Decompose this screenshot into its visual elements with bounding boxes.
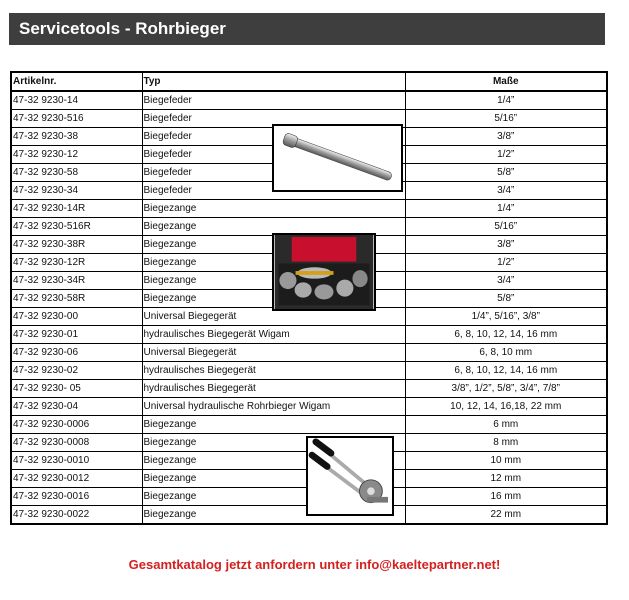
table-row xyxy=(11,416,607,434)
cell-type: hydraulisches Biegegerät xyxy=(142,380,405,398)
cell-size: 8 mm xyxy=(405,434,607,452)
bending-pliers-icon xyxy=(308,438,392,514)
cell-size: 5/16” xyxy=(405,218,607,236)
cell-article: 47-32 9230-0012 xyxy=(11,470,142,488)
cell-article: 47-32 9230-12 xyxy=(11,146,142,164)
cell-type: Biegezange xyxy=(142,254,405,272)
cell-size: 3/8” xyxy=(405,236,607,254)
cell-size: 1/2” xyxy=(405,146,607,164)
cell-article: 47-32 9230-00 xyxy=(11,308,142,326)
cell-article: 47-32 9230-12R xyxy=(11,254,142,272)
cell-type: Biegezange xyxy=(142,452,405,470)
bending-spring-image xyxy=(272,124,403,192)
cell-type: Biegefeder xyxy=(142,146,405,164)
cell-type: Biegefeder xyxy=(142,110,405,128)
cell-type: Universal Biegegerät xyxy=(142,344,405,362)
cell-size: 1/4”, 5/16”, 3/8” xyxy=(405,308,607,326)
cell-size: 3/4” xyxy=(405,182,607,200)
cell-size: 6, 8, 10, 12, 14, 16 mm xyxy=(405,362,607,380)
footer-catalog-note: Gesamtkatalog jetzt anfordern unter info@kaeltepartner.net! xyxy=(128,557,501,572)
cell-size: 22 mm xyxy=(405,506,607,525)
cell-article: 47-32 9230-516R xyxy=(11,218,142,236)
table-header-row xyxy=(11,72,607,91)
cell-size: 3/8” xyxy=(405,128,607,146)
cell-article: 47-32 9230-34R xyxy=(11,272,142,290)
cell-size: 6, 8, 10 mm xyxy=(405,344,607,362)
bending-pliers-image xyxy=(306,436,394,516)
cell-type: Biegefeder xyxy=(142,164,405,182)
cell-article: 47-32 9230-0008 xyxy=(11,434,142,452)
cell-article: 47-32 9230- 05 xyxy=(11,380,142,398)
cell-type: Universal hydraulische Rohrbieger Wigam xyxy=(142,398,405,416)
cell-type: Biegefeder xyxy=(142,182,405,200)
cell-size: 1/2” xyxy=(405,254,607,272)
cell-article: 47-32 9230-14 xyxy=(11,91,142,110)
cell-size: 16 mm xyxy=(405,488,607,506)
cell-size: 3/8”, 1/2”, 5/8”, 3/4”, 7/8” xyxy=(405,380,607,398)
bending-spring-icon xyxy=(274,126,401,190)
cell-type: Universal Biegegerät xyxy=(142,308,405,326)
cell-article: 47-32 9230-516 xyxy=(11,110,142,128)
cell-type: Biegezange xyxy=(142,506,405,525)
cell-size: 12 mm xyxy=(405,470,607,488)
cell-type: hydraulisches Biegegerät Wigam xyxy=(142,326,405,344)
table-row xyxy=(11,380,607,398)
cell-size: 10, 12, 14, 16,18, 22 mm xyxy=(405,398,607,416)
cell-size: 10 mm xyxy=(405,452,607,470)
cell-article: 47-32 9230-02 xyxy=(11,362,142,380)
table-row xyxy=(11,362,607,380)
cell-article: 47-32 9230-01 xyxy=(11,326,142,344)
cell-type: Biegezange xyxy=(142,272,405,290)
cell-article: 47-32 9230-14R xyxy=(11,200,142,218)
cell-size: 6, 8, 10, 12, 14, 16 mm xyxy=(405,326,607,344)
cell-size: 3/4” xyxy=(405,272,607,290)
table-row xyxy=(11,398,607,416)
cell-article: 47-32 9230-58R xyxy=(11,290,142,308)
cell-article: 47-32 9230-06 xyxy=(11,344,142,362)
column-header-article: Artikelnr. xyxy=(11,72,142,91)
cell-type: hydraulisches Biegegerät xyxy=(142,362,405,380)
cell-article: 47-32 9230-0010 xyxy=(11,452,142,470)
column-header-size: Maße xyxy=(405,72,607,91)
cell-type: Biegezange xyxy=(142,200,405,218)
column-header-type: Typ xyxy=(142,72,405,91)
cell-size: 5/8” xyxy=(405,290,607,308)
tool-case-icon xyxy=(274,235,374,309)
cell-article: 47-32 9230-0006 xyxy=(11,416,142,434)
cell-article: 47-32 9230-38 xyxy=(11,128,142,146)
cell-article: 47-32 9230-0016 xyxy=(11,488,142,506)
cell-article: 47-32 9230-38R xyxy=(11,236,142,254)
cell-type: Biegezange xyxy=(142,416,405,434)
cell-type: Biegefeder xyxy=(142,91,405,110)
cell-size: 1/4” xyxy=(405,200,607,218)
cell-type: Biegefeder xyxy=(142,128,405,146)
cell-size: 5/8” xyxy=(405,164,607,182)
cell-article: 47-32 9230-34 xyxy=(11,182,142,200)
cell-type: Biegezange xyxy=(142,470,405,488)
cell-type: Biegezange xyxy=(142,218,405,236)
cell-article: 47-32 9230-0022 xyxy=(11,506,142,525)
cell-type: Biegezange xyxy=(142,236,405,254)
table-row xyxy=(11,200,607,218)
cell-article: 47-32 9230-04 xyxy=(11,398,142,416)
cell-type: Biegezange xyxy=(142,434,405,452)
cell-type: Biegezange xyxy=(142,488,405,506)
bending-tool-case-image xyxy=(272,233,376,311)
table-row xyxy=(11,344,607,362)
cell-size: 1/4” xyxy=(405,91,607,110)
table-row xyxy=(11,91,607,110)
table-row xyxy=(11,326,607,344)
page-title: Servicetools - Rohrbieger xyxy=(9,13,605,45)
cell-size: 6 mm xyxy=(405,416,607,434)
cell-article: 47-32 9230-58 xyxy=(11,164,142,182)
cell-size: 5/16” xyxy=(405,110,607,128)
cell-type: Biegezange xyxy=(142,290,405,308)
